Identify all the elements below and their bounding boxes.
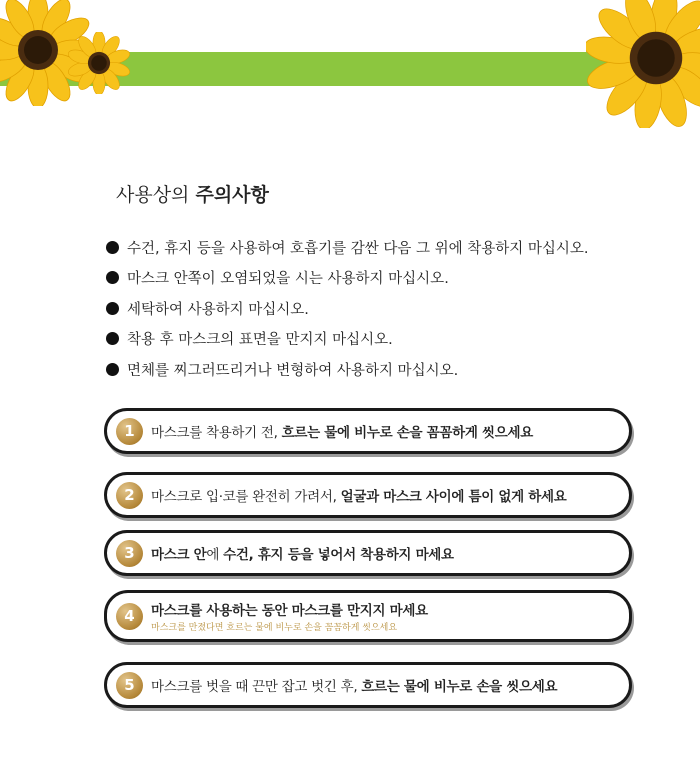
bullet-dot-icon	[106, 332, 119, 345]
title-normal: 사용상의	[116, 184, 196, 206]
list-item: 세탁하여 사용하지 마십시오.	[106, 293, 589, 324]
step-subtext: 마스크를 만졌다면 흐르는 물에 비누로 손을 꼼꼼하게 씻으세요	[151, 623, 398, 633]
step-number-badge: 2	[116, 482, 143, 509]
step-number-badge: 3	[116, 540, 143, 567]
list-item: 면체를 찌그러뜨리거나 변형하여 사용하지 마십시오.	[106, 354, 589, 385]
bullet-dot-icon	[106, 271, 119, 284]
section-title	[116, 180, 269, 207]
step-text: 마스크를 착용하기 전, 흐르는 물에 비누로 손을 꼼꼼하게 씻으세요	[151, 425, 533, 441]
step-number-badge: 4	[116, 603, 143, 630]
step-card-2	[104, 472, 632, 518]
title-bold: 주의사항	[195, 184, 269, 206]
step-number-badge: 5	[116, 672, 143, 699]
step-card-3	[104, 530, 632, 576]
step-text: 마스크를 벗을 때 끈만 잡고 벗긴 후, 흐르는 물에 비누로 손을 씻으세요	[151, 679, 558, 695]
caution-list	[106, 232, 589, 385]
step-number-badge: 1	[116, 418, 143, 445]
step-card-4	[104, 590, 632, 642]
step-card-1	[104, 408, 632, 454]
list-item: 착용 후 마스크의 표면을 만지지 마십시오.	[106, 324, 589, 355]
step-card-5	[104, 662, 632, 708]
step-text: 마스크 안에 수건, 휴지 등을 넣어서 착용하지 마세요	[151, 547, 454, 563]
bullet-dot-icon	[106, 363, 119, 376]
sunflower-icon	[586, 0, 700, 128]
step-text: 마스크로 입·코를 완전히 가려서, 얼굴과 마스크 사이에 틈이 없게 하세요	[151, 489, 567, 505]
bullet-dot-icon	[106, 241, 119, 254]
list-item: 수건, 휴지 등을 사용하여 호흡기를 감싼 다음 그 위에 착용하지 마십시오.	[106, 232, 589, 263]
list-item: 마스크 안쪽이 오염되었을 시는 사용하지 마십시오.	[106, 263, 589, 294]
sunflower-icon	[68, 32, 130, 94]
step-text: 마스크를 사용하는 동안 마스크를 만지지 마세요	[151, 603, 428, 619]
bullet-dot-icon	[106, 302, 119, 315]
